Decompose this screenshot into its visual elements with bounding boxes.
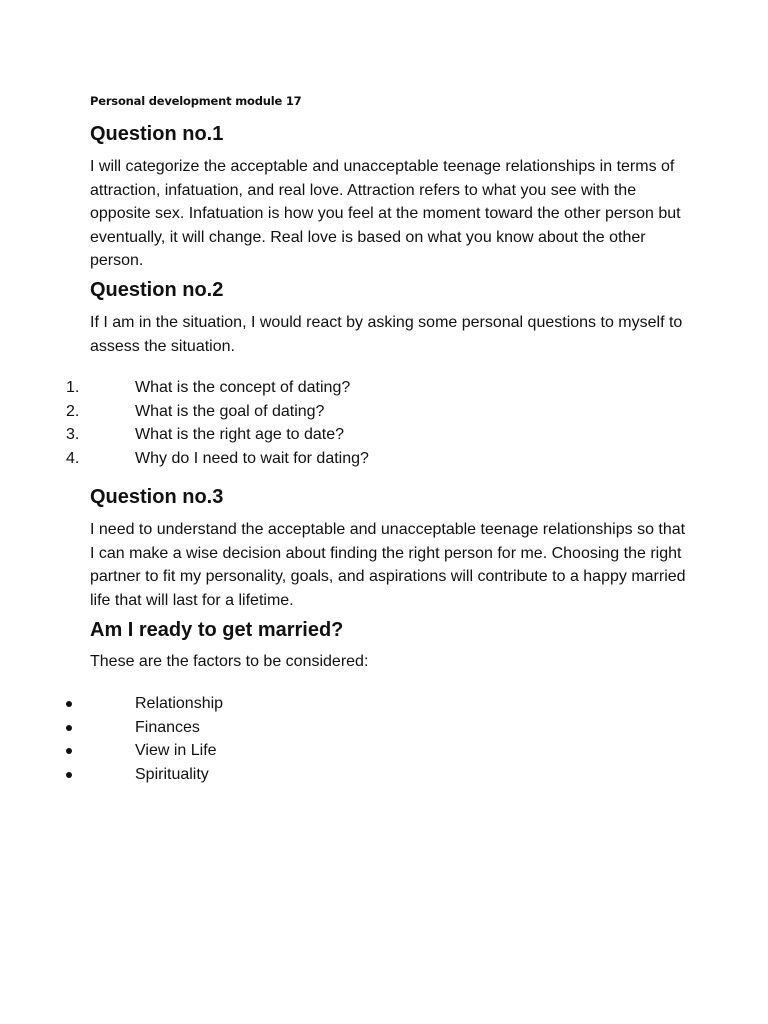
list-item-text: Why do I need to wait for dating?: [135, 449, 369, 467]
factors-bullet-list: [0, 692, 700, 786]
list-item: [0, 447, 700, 471]
bullet-icon: [66, 748, 72, 754]
list-item-text: What is the goal of dating?: [135, 402, 325, 420]
question-1-heading: Question no.1: [90, 123, 224, 145]
question-1-text: I will categorize the acceptable and unacceptable teenage relationships in terms of attraction, infatuation, and real love. Attraction refers to what you see with the opposite sex. Infatuation is how you feel at the moment toward the other person but eventually, it will change. Real love is based on what you know about the other person.: [90, 158, 681, 269]
list-item: [0, 763, 700, 787]
ready-to-marry-heading: Am I ready to get married?: [90, 619, 344, 641]
list-item: [0, 739, 700, 763]
bullet-icon: [66, 701, 72, 707]
list-item-text: Finances: [135, 718, 200, 736]
question-2-text: If I am in the situation, I would react by asking some personal questions to myself to assess the situation.: [90, 314, 683, 355]
list-number: 4.: [66, 449, 80, 467]
list-item: [0, 423, 700, 447]
question-3-heading: Question no.3: [90, 486, 224, 508]
list-item-text: Spirituality: [135, 765, 209, 783]
document-header: Personal development module 17: [90, 94, 302, 108]
list-item-text: Relationship: [135, 695, 224, 712]
list-number: 2.: [66, 402, 80, 420]
list-item-text: View in Life: [135, 742, 217, 759]
bullet-icon: [66, 725, 72, 731]
list-item-text: What is the concept of dating?: [135, 379, 351, 396]
bullet-icon: [66, 772, 72, 778]
ready-to-marry-text: These are the factors to be considered:: [90, 653, 369, 670]
list-item: [0, 376, 700, 400]
list-item: [0, 716, 700, 740]
question-3-text: I need to understand the acceptable and unacceptable teenage relationships so that I can make a wise decision about finding the right person for me. Choosing the right partner to fit my personality, goals, and aspirations will contribute to a happy married life that will last for a lifetime.: [90, 521, 686, 609]
list-item: [0, 400, 700, 424]
list-item-text: What is the right age to date?: [135, 426, 345, 443]
question-2-numbered-list: [0, 376, 700, 470]
list-number: 1.: [66, 379, 80, 396]
question-2-heading: Question no.2: [90, 279, 224, 301]
list-number: 3.: [66, 426, 80, 443]
list-item: [0, 692, 700, 716]
